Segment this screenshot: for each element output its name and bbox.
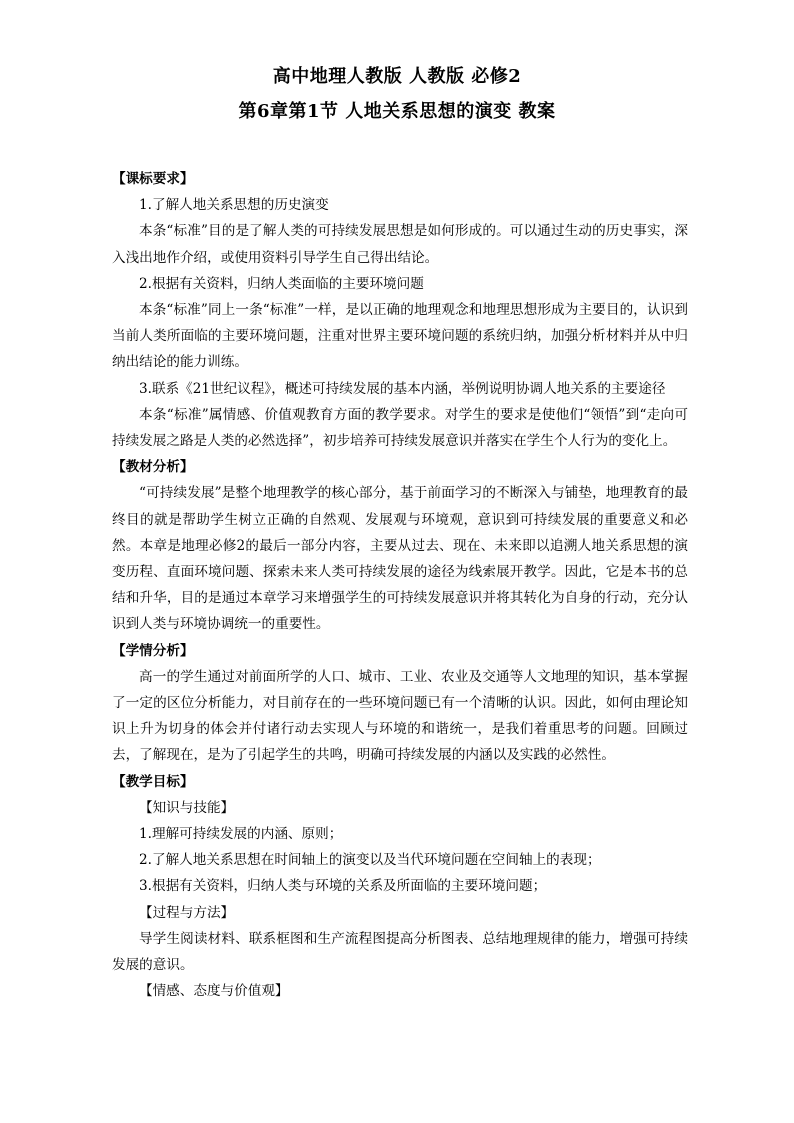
objective-knowledge-3: 3.根据有关资料，归纳人类与环境的关系及所面临的主要环境问题； (139, 878, 547, 895)
document-title-line1: 高中地理人教版 人教版 必修2 (272, 66, 522, 87)
section-heading-students: 【学情分析】 (112, 642, 194, 659)
objective-knowledge-2: 2.了解人地关系思想在时间轴上的演变以及当代环境问题在空间轴上的表现； (139, 852, 601, 869)
section-heading-textbook: 【教材分析】 (112, 459, 194, 476)
curriculum-item-1-desc: 本条“标准”目的是了解人类的可持续发展思想是如何形成的。可以通过生动的历史事实，深入浅出地作介绍，或使用资料引导学生自己得出结论。 (112, 223, 688, 266)
process-methods-paragraph: 导学生阅读材料、联系框图和生产流程图提高分析图表、总结地理规律的能力，增强可持续发展的意识。 (112, 930, 688, 974)
document-title-line2: 第6章第1节 人地关系思想的演变 教案 (238, 101, 556, 122)
curriculum-item-3-desc: 本条“标准”属情感、价值观教育方面的教学要求。对学生的要求是使他们“领悟”到“走向可持续发展之路是人类的必然选择”，初步培养可持续发展意识并落实在学生个人行为的变化上。 (112, 406, 688, 450)
textbook-analysis-paragraph: “可持续发展”是整个地理教学的核心部分，基于前面学习的不断深入与铺垫，地理教育的最终目的就是帮助学生树立正确的自然观、发展观与环境观，意识到可持续发展的重要意义和必然。本章是地理必修2的最后一部分内容，主要从过去、现在、未来即以追溯人地关系思想的演变历程、直面环境问题、探索未来人类可持续发展的途径为线索展开教学。因此，它是本书的总结和升华，目的是通过本章学习来增强学生的可持续发展意识并将其转化为自身的行动，充分认识到人类与环境协调统一的重要性。 (112, 485, 688, 633)
section-heading-objectives: 【教学目标】 (112, 773, 194, 790)
curriculum-item-1: 1.了解人地关系思想的历史演变 (139, 197, 329, 214)
subheading-attitude-values: 【情感、态度与价值观】 (139, 983, 289, 1000)
subheading-knowledge-skills: 【知识与技能】 (139, 799, 235, 816)
curriculum-item-2-desc: 本条“标准”同上一条“标准”一样，是以正确的地理观念和地理思想形成为主要目的，认识到当前人类所面临的主要环境问题，注重对世界主要环境问题的系统归纳，加强分析材料并从中归纳出结论的能力训练。 (112, 302, 688, 371)
curriculum-item-3: 3.联系《21世纪议程》，概述可持续发展的基本内涵，举例说明协调人地关系的主要途径 (139, 380, 666, 397)
section-heading-curriculum: 【课标要求】 (112, 171, 194, 187)
document-body (112, 166, 688, 1005)
objective-knowledge-1: 1.理解可持续发展的内涵、原则； (139, 826, 343, 843)
curriculum-item-2: 2.根据有关资料，归纳人类面临的主要环境问题 (139, 275, 424, 292)
student-analysis-paragraph: 高一的学生通过对前面所学的人口、城市、工业、农业及交通等人文地理的知识，基本掌握了一定的区位分析能力，对目前存在的一些环境问题已有一个清晰的认识。因此，如何由理论知识上升为切身的体会并付诸行动去实现人与环境的和谐统一，是我们着重思考的问题。回顾过去，了解现在，是为了引起学生的共鸣，明确可持续发展的内涵以及实践的必然性。 (112, 668, 688, 764)
subheading-process-methods: 【过程与方法】 (139, 904, 235, 921)
